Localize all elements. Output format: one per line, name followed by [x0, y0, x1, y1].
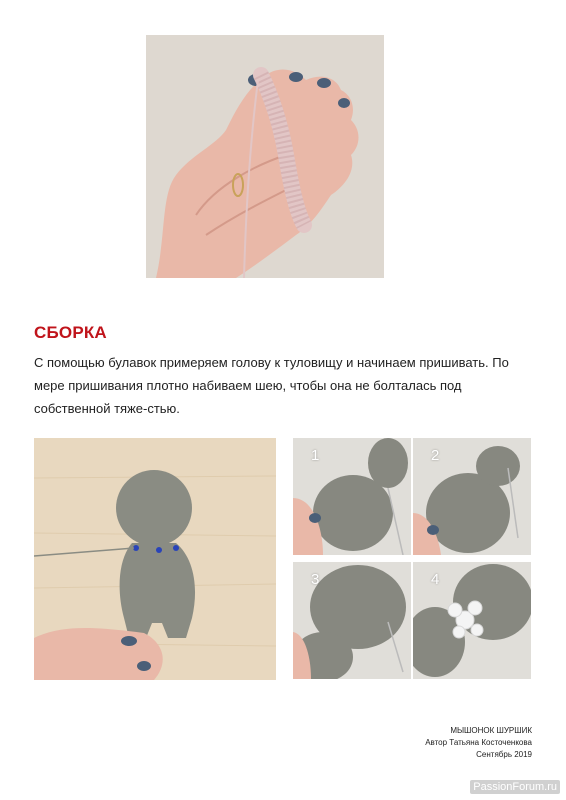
footer-title: МЫШОНОК ШУРШИК	[450, 726, 532, 735]
hand-photo	[146, 35, 384, 278]
section-text: С помощью булавок примеряем голову к туловищу и начинаем пришивать. По мере пришивания плотно набиваем шею, чтобы она не болталась под собственной тяже-стью.	[34, 355, 509, 416]
step-photo-3	[293, 562, 411, 679]
step-photo-1	[293, 438, 411, 555]
watermark: PassionForum.ru	[470, 780, 560, 794]
footer-info	[425, 725, 532, 761]
footer-date: Сентябрь 2019	[476, 750, 532, 759]
doll-photo	[34, 438, 276, 680]
step-photo-4	[413, 562, 531, 679]
footer-author: Автор Татьяна Косточенкова	[425, 738, 532, 747]
step-number: 1	[311, 447, 320, 464]
step-number: 4	[431, 571, 440, 588]
step-number: 3	[311, 571, 320, 588]
section-title: СБОРКА	[34, 323, 107, 342]
step-photo-2	[413, 438, 531, 555]
step-number: 2	[431, 447, 440, 464]
